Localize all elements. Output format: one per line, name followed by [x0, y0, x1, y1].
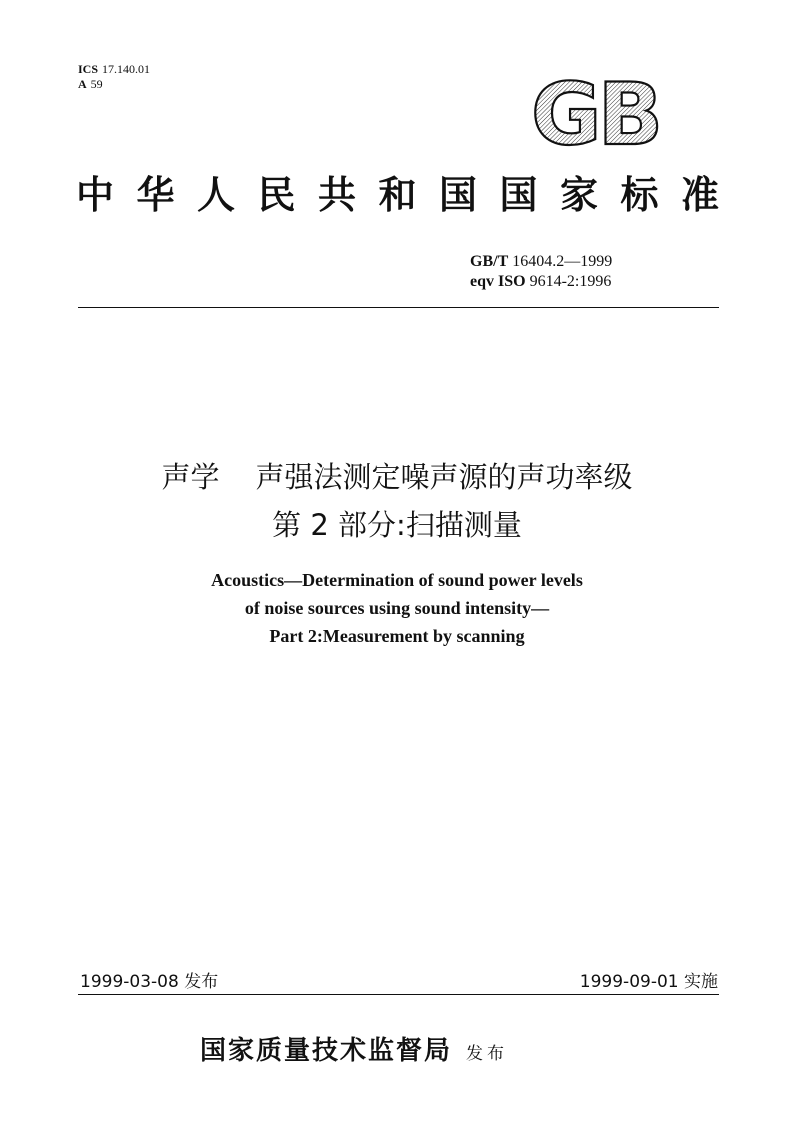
ccs-code-row [78, 77, 150, 92]
english-title-line-1: Acoustics—Determination of sound power levels [211, 570, 583, 590]
national-standard-title: 中华人民共和国国家标准 [76, 173, 721, 217]
ics-value: 17.140.01 [102, 62, 151, 76]
chinese-title-line-1 [0, 455, 794, 499]
standard-number-row [470, 252, 706, 272]
chinese-title-subject: 声学 [161, 460, 220, 494]
issuer-block [200, 1030, 508, 1067]
chinese-title-line-2: 第 2 部分:扫描测量 [272, 508, 522, 542]
gb-logo-text: GB [531, 72, 660, 148]
equivalent-standard-row [470, 272, 706, 292]
standard-number: 16404.2—1999 [512, 253, 613, 270]
ccs-label: A [78, 77, 87, 91]
english-title-line-2: of noise sources using sound intensity— [244, 598, 550, 618]
bottom-divider [78, 994, 719, 995]
top-divider [78, 307, 719, 308]
issuer-action: 发布 [466, 1044, 509, 1064]
implementation-date: 1999-09-01 实施 [579, 972, 718, 992]
standard-number-block [470, 252, 706, 292]
ccs-value: 59 [90, 77, 103, 91]
issue-date: 1999-03-08 发布 [80, 972, 219, 992]
chinese-title-main: 声强法测定噪声源的声功率级 [255, 460, 633, 494]
ics-label: ICS [78, 62, 99, 76]
issuing-organization: 国家质量技术监督局 [200, 1036, 453, 1066]
english-title-line-3: Part 2:Measurement by scanning [269, 626, 525, 646]
equivalent-prefix: eqv ISO [470, 273, 526, 290]
classification-codes [78, 62, 150, 92]
standard-prefix: GB/T [470, 253, 509, 270]
equivalent-number: 9614-2:1996 [529, 273, 612, 290]
gb-logo-icon [528, 72, 674, 148]
ics-code-row [78, 62, 150, 77]
